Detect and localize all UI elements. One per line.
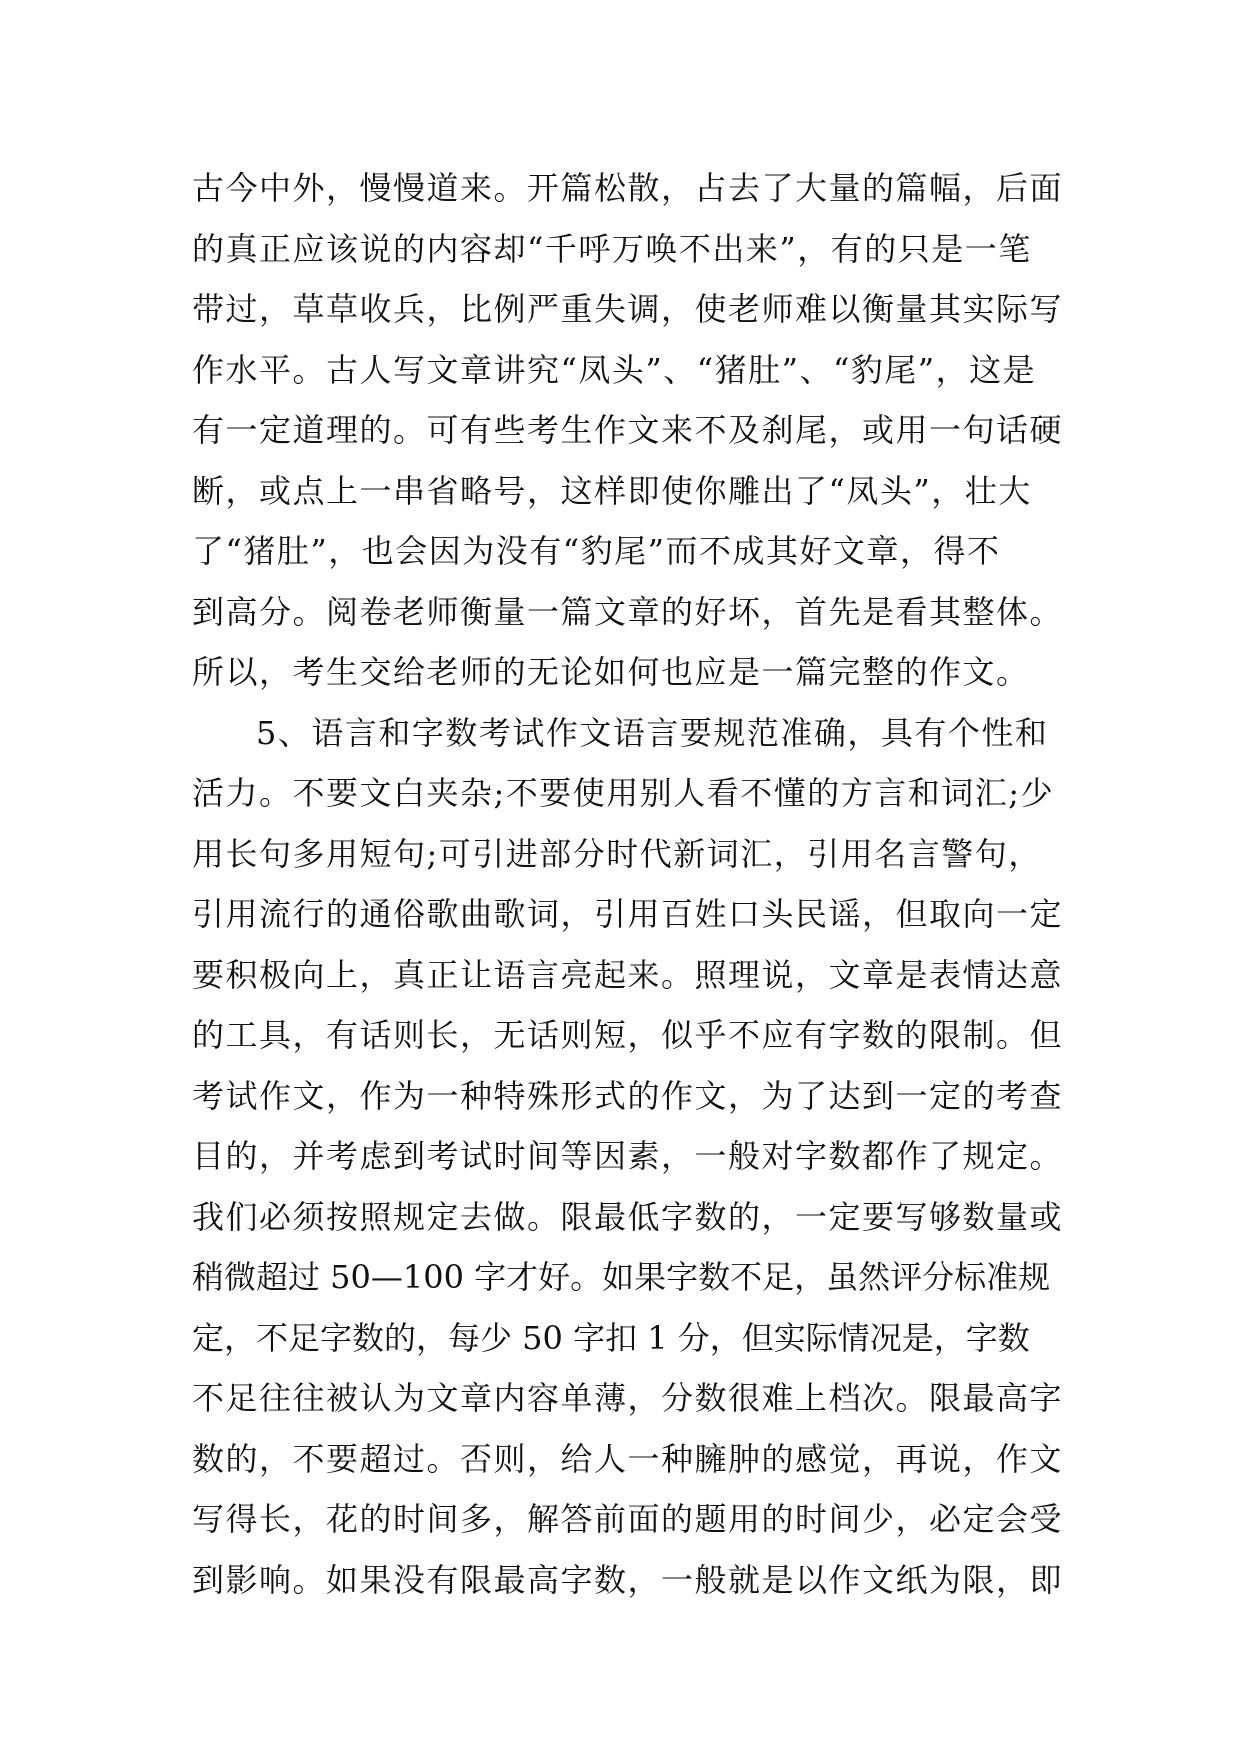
- text-line: 有一定道理的。可有些考生作文来不及刹尾，或用一句话硬: [192, 411, 1064, 449]
- text-line: 作水平。古人写文章讲究“凤头”、“猪肚”、“豹尾”，这是: [192, 350, 1037, 389]
- text-line: 古今中外，慢慢道来。开篇松散，占去了大量的篇幅，后面: [192, 169, 1064, 207]
- text-line: 定，不足字数的，每少 50 字扣 1 分，但实际情况是，字数: [192, 1318, 1030, 1357]
- body-text: [192, 158, 1072, 1610]
- text-line: 活力。不要文白夹杂;不要使用别人看不懂的方言和词汇;少: [192, 774, 1055, 812]
- text-line: 写得长，花的时间多，解答前面的题用的时间少，必定会受: [192, 1500, 1064, 1538]
- text-line: 到影响。如果没有限最高字数，一般就是以作文纸为限，即: [192, 1560, 1064, 1599]
- text-line: 所以，考生交给老师的无论如何也应是一篇完整的作文。: [192, 653, 1030, 691]
- text-line: 用长句多用短句;可引进部分时代新词汇，引用名言警句，: [192, 834, 1042, 873]
- text-line: 稍微超过 50—100 字才好。如果字数不足，虽然评分标准规: [192, 1258, 1051, 1296]
- text-line: 了“猪肚”，也会因为没有“豹尾”而不成其好文章，得不: [192, 532, 1001, 570]
- text-line: 不足往往被认为文章内容单薄，分数很难上档次。限最高字: [192, 1379, 1064, 1417]
- text-line: 考试作文，作为一种特殊形式的作文，为了达到一定的考查: [192, 1076, 1064, 1115]
- text-line: 数的，不要超过。否则，给人一种臃肿的感觉，再说，作文: [192, 1439, 1064, 1478]
- text-line: 带过，草草收兵，比例严重失调，使老师难以衡量其实际写: [192, 290, 1064, 328]
- text-line: 我们必须按照规定去做。限最低字数的，一定要写够数量或: [192, 1197, 1064, 1236]
- text-line: 引用流行的通俗歌曲歌词，引用百姓口头民谣，但取向一定: [192, 895, 1064, 933]
- text-line: 目的，并考虑到考试时间等因素，一般对字数都作了规定。: [192, 1137, 1064, 1175]
- text-line: 要积极向上，真正让语言亮起来。照理说，文章是表情达意: [192, 955, 1064, 994]
- text-line: 到高分。阅卷老师衡量一篇文章的好坏，首先是看其整体。: [192, 592, 1064, 631]
- paragraph-start-line: 5、语言和字数考试作文语言要规范准确，具有个性和: [256, 713, 1049, 752]
- text-line: 断，或点上一串省略号，这样即使你雕出了“凤头”，壮大: [192, 471, 1032, 510]
- text-line: 的真正应该说的内容却“千呼万唤不出来”，有的只是一笔: [192, 229, 1032, 268]
- text-line: 的工具，有话则长，无话则短，似乎不应有字数的限制。但: [192, 1016, 1064, 1054]
